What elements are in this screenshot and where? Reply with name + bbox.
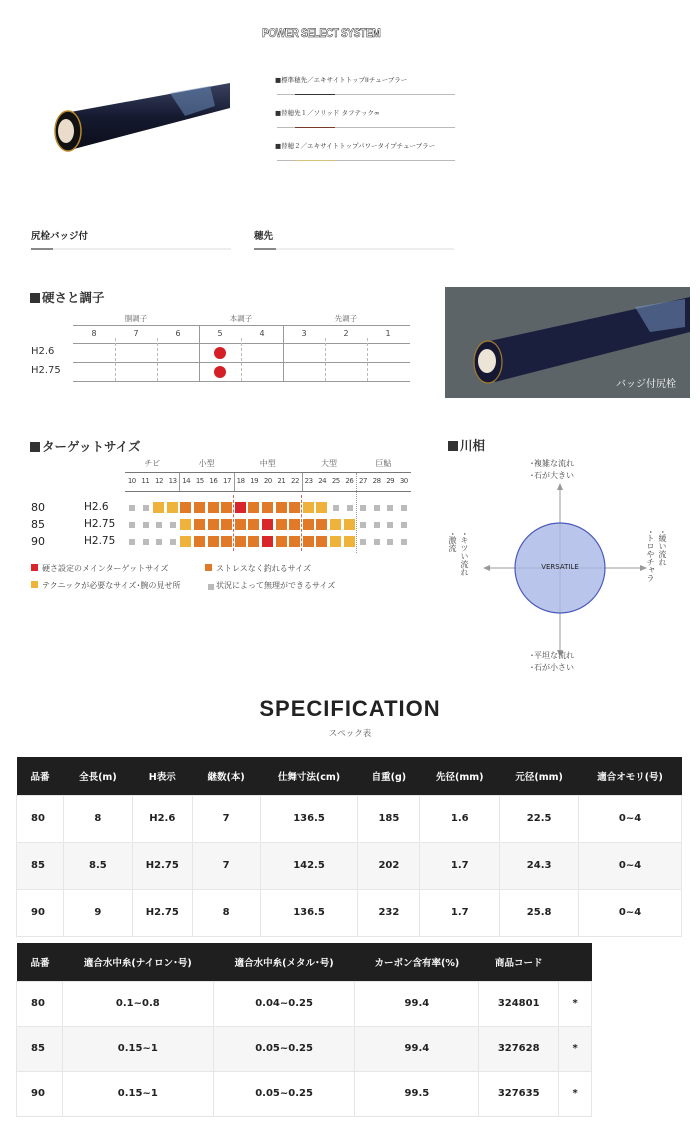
table-cell: 232 — [358, 889, 420, 936]
size-number: 13 — [168, 477, 177, 485]
table-cell: 85 — [17, 1026, 63, 1071]
table-cell: 24.3 — [500, 842, 579, 889]
size-cell-30 — [401, 539, 407, 545]
column-header: 先径(mm) — [420, 757, 500, 795]
size-number: 24 — [318, 477, 327, 485]
table-cell: 85 — [17, 842, 64, 889]
table-row — [17, 1071, 592, 1116]
size-number: 22 — [291, 477, 299, 485]
size-cell-18 — [235, 519, 246, 530]
size-cell-14 — [180, 519, 191, 530]
column-header: H表示 — [132, 757, 192, 795]
size-cell-23 — [303, 519, 314, 530]
table-row — [17, 981, 592, 1026]
table-cell: 1.7 — [420, 842, 500, 889]
size-cell-25 — [333, 505, 339, 511]
table-row — [17, 889, 682, 936]
table-cell: * — [559, 1026, 592, 1071]
action-group-label: 本調子 — [229, 314, 253, 323]
size-cell-23 — [303, 536, 314, 547]
tip-label: ■替穂先１／ソリッド タフテック∞ — [275, 109, 380, 117]
size-cell-22 — [289, 519, 300, 530]
table-line — [125, 472, 411, 473]
size-cell-30 — [401, 522, 407, 528]
size-cell-20 — [262, 502, 273, 513]
size-cell-16 — [208, 502, 219, 513]
hardness-row-label: H2.75 — [31, 365, 61, 376]
size-group-label: チビ — [144, 459, 161, 468]
size-cell-10 — [129, 505, 135, 511]
table-cell: 0.15~1 — [62, 1026, 213, 1071]
table-cell: 22.5 — [500, 795, 579, 842]
size-cell-15 — [194, 519, 205, 530]
size-cell-24 — [316, 502, 327, 513]
spec-table-2 — [16, 943, 592, 1117]
table-cell: 142.5 — [260, 842, 358, 889]
legend-label: テクニックが必要なサイズ･腕の見せ所 — [42, 581, 181, 590]
column-header: 継数(本) — [192, 757, 260, 795]
size-cell-13 — [170, 522, 176, 528]
size-cell-19 — [248, 502, 259, 513]
table-cell: 99.4 — [355, 981, 479, 1026]
size-cell-29 — [387, 505, 393, 511]
spec-table-1 — [16, 757, 682, 937]
table-cell: 185 — [358, 795, 420, 842]
size-number: 20 — [263, 477, 272, 485]
column-header: 仕舞寸法(cm) — [260, 757, 358, 795]
column-header — [559, 943, 592, 981]
size-cell-16 — [208, 536, 219, 547]
size-cell-30 — [401, 505, 407, 511]
table-cell: * — [559, 981, 592, 1026]
hardness-label: H2.75 — [84, 518, 116, 530]
size-number: 30 — [399, 477, 408, 485]
table-cell: 327635 — [479, 1071, 559, 1116]
size-cell-29 — [387, 539, 393, 545]
table-cell: 80 — [17, 981, 63, 1026]
table-cell: 136.5 — [260, 889, 358, 936]
size-cell-15 — [194, 536, 205, 547]
group-divider — [234, 473, 235, 491]
table-cell: 0.04~0.25 — [213, 981, 355, 1026]
size-number: 29 — [386, 477, 395, 485]
size-number: 18 — [236, 477, 245, 485]
size-number: 17 — [223, 477, 231, 485]
legend-swatch — [31, 581, 38, 588]
table-cell: 136.5 — [260, 795, 358, 842]
size-cell-12 — [153, 502, 164, 513]
size-cell-21 — [276, 502, 287, 513]
river-top-label: ･複雑な流れ ･石が大きい — [530, 459, 574, 480]
action-number: 2 — [343, 329, 349, 338]
size-number: 27 — [359, 477, 367, 485]
table-cell: 324801 — [479, 981, 559, 1026]
table-cell: 0.05~0.25 — [213, 1071, 355, 1116]
size-cell-22 — [289, 502, 300, 513]
size-cell-20 — [262, 519, 273, 530]
size-cell-14 — [180, 536, 191, 547]
size-cell-11 — [143, 539, 149, 545]
table-cell: 99.4 — [355, 1026, 479, 1071]
size-group-label: 小型 — [198, 459, 215, 468]
legend-label: 状況によって無理ができるサイズ — [216, 581, 336, 590]
action-number: 8 — [91, 329, 97, 338]
size-cell-13 — [167, 502, 178, 513]
table-cell: 0.15~1 — [62, 1071, 213, 1116]
table-cell: 327628 — [479, 1026, 559, 1071]
column-header: カーボン含有率(%) — [355, 943, 479, 981]
model-label: 85 — [31, 518, 45, 531]
size-cell-21 — [276, 536, 287, 547]
size-cell-19 — [248, 519, 259, 530]
table-cell: 0~4 — [579, 889, 682, 936]
spec-title: SPECIFICATION — [259, 696, 441, 721]
table-cell: H2.6 — [132, 795, 192, 842]
size-cell-12 — [156, 539, 162, 545]
river-bottom-label: ･平坦な流れ ･石が小さい — [530, 651, 574, 672]
size-number: 14 — [182, 477, 191, 485]
size-cell-12 — [156, 522, 162, 528]
size-cell-16 — [208, 519, 219, 530]
legend-swatch — [208, 584, 214, 590]
size-cell-28 — [374, 505, 380, 511]
legend-swatch — [31, 564, 38, 571]
size-group-label: 巨鮎 — [375, 459, 392, 468]
size-number: 21 — [277, 477, 286, 485]
table-cell: * — [559, 1071, 592, 1116]
size-number: 19 — [250, 477, 259, 485]
size-cell-17 — [221, 502, 232, 513]
size-cell-11 — [143, 505, 149, 511]
table-line — [125, 491, 411, 492]
table-cell: 7 — [192, 795, 260, 842]
model-label: 80 — [31, 501, 45, 514]
table-row — [17, 842, 682, 889]
size-cell-18 — [235, 502, 246, 513]
action-number: 7 — [133, 329, 139, 338]
table-cell: 7 — [192, 842, 260, 889]
size-cell-26 — [344, 536, 355, 547]
group-divider — [302, 473, 303, 491]
size-cell-14 — [180, 502, 191, 513]
column-header: 元径(mm) — [500, 757, 579, 795]
table-cell: 1.7 — [420, 889, 500, 936]
action-number: 1 — [385, 329, 391, 338]
size-cell-22 — [289, 536, 300, 547]
spec-subtitle: スペック表 — [328, 729, 372, 739]
hardness-label: H2.75 — [84, 535, 116, 547]
table-cell: 90 — [17, 889, 64, 936]
column-header: 商品コード — [479, 943, 559, 981]
size-cell-11 — [143, 522, 149, 528]
size-cell-27 — [360, 539, 366, 545]
table-cell: 99.5 — [355, 1071, 479, 1116]
table-header — [17, 943, 592, 981]
model-label: 90 — [31, 535, 45, 548]
table-cell: 0.05~0.25 — [213, 1026, 355, 1071]
river-left-label: ･キツい流れ ･激流 — [448, 532, 469, 576]
size-cell-25 — [330, 519, 341, 530]
size-number: 28 — [372, 477, 381, 485]
size-cell-28 — [374, 539, 380, 545]
column-header: 適合水中糸(ナイロン･号) — [62, 943, 213, 981]
power-select-system-title: POWER SELECT SYSTEM — [262, 26, 381, 40]
table-cell: 1.6 — [420, 795, 500, 842]
hardness-heading: 硬さと調子 — [30, 288, 105, 306]
table-row — [17, 795, 682, 842]
caption-butt-badge: 尻栓バッジ付 — [31, 231, 89, 242]
hardness-label: H2.6 — [84, 501, 109, 513]
column-header: 全長(m) — [63, 757, 132, 795]
legend-swatch — [205, 564, 212, 571]
size-cell-17 — [221, 536, 232, 547]
table-cell: 25.8 — [500, 889, 579, 936]
action-group-label: 先調子 — [334, 314, 358, 323]
action-group-label: 胴調子 — [124, 314, 148, 323]
size-cell-24 — [316, 519, 327, 530]
size-number: 26 — [345, 477, 354, 485]
table-cell: 9 — [63, 889, 132, 936]
size-group-label: 中型 — [259, 459, 276, 468]
table-cell: 8 — [63, 795, 132, 842]
size-number: 10 — [127, 477, 136, 485]
size-cell-10 — [129, 522, 135, 528]
table-cell: 8.5 — [63, 842, 132, 889]
size-cell-19 — [248, 536, 259, 547]
size-cell-15 — [194, 502, 205, 513]
size-cell-24 — [316, 536, 327, 547]
size-cell-21 — [276, 519, 287, 530]
size-cell-13 — [170, 539, 176, 545]
size-cell-27 — [360, 505, 366, 511]
table-row — [17, 1026, 592, 1071]
size-cell-27 — [360, 522, 366, 528]
column-header: 自重(g) — [358, 757, 420, 795]
table-cell: 0~4 — [579, 842, 682, 889]
size-number: 23 — [304, 477, 313, 485]
table-cell: H2.75 — [132, 889, 192, 936]
versatile-label: VERSATILE — [541, 563, 579, 571]
size-cell-10 — [129, 539, 135, 545]
size-number: 12 — [155, 477, 163, 485]
hardness-row-label: H2.6 — [31, 346, 55, 357]
group-divider — [233, 495, 234, 551]
size-cell-18 — [235, 536, 246, 547]
size-cell-26 — [344, 519, 355, 530]
legend-label: 硬さ設定のメインターゲットサイズ — [42, 564, 169, 573]
action-number: 3 — [301, 329, 307, 338]
size-number: 25 — [331, 477, 340, 485]
group-divider — [301, 495, 302, 551]
table-cell: 80 — [17, 795, 64, 842]
column-header: 適合水中糸(メタル･号) — [213, 943, 355, 981]
table-cell: 0~4 — [579, 795, 682, 842]
size-cell-26 — [347, 505, 353, 511]
target-size-heading: ターゲットサイズ — [30, 437, 141, 455]
size-number: 15 — [195, 477, 204, 485]
group-divider — [179, 473, 180, 491]
group-divider — [356, 473, 357, 553]
table-cell: 90 — [17, 1071, 63, 1116]
table-header — [17, 757, 682, 795]
legend-label: ストレスなく釣れるサイズ — [216, 564, 312, 573]
action-number: 5 — [217, 329, 223, 338]
size-cell-28 — [374, 522, 380, 528]
size-cell-17 — [221, 519, 232, 530]
column-header: 適合オモリ(号) — [579, 757, 682, 795]
size-group-label: 大型 — [320, 459, 337, 468]
size-number: 16 — [209, 477, 218, 485]
river-right-label: ･緩い流れ ･トロやチャラ — [646, 530, 667, 582]
size-cell-23 — [303, 502, 314, 513]
tip-label: ■替穂２／エキサイトトップパワータイプチューブラー — [275, 142, 436, 150]
size-cell-25 — [330, 536, 341, 547]
column-header: 品番 — [17, 757, 64, 795]
tip-label: ■標準穂先／エキサイトトップIIチューブラー — [275, 76, 408, 84]
table-cell: 202 — [358, 842, 420, 889]
river-heading: 川相 — [448, 436, 485, 454]
action-number: 6 — [175, 329, 181, 338]
table-cell: 0.1~0.8 — [62, 981, 213, 1026]
caption-tip: 穂先 — [254, 231, 274, 242]
table-cell: H2.75 — [132, 842, 192, 889]
action-number: 4 — [259, 329, 265, 338]
column-header: 品番 — [17, 943, 63, 981]
size-cell-29 — [387, 522, 393, 528]
table-cell: 8 — [192, 889, 260, 936]
size-number: 11 — [141, 477, 150, 485]
size-cell-20 — [262, 536, 273, 547]
photo-caption: バッジ付尻栓 — [616, 379, 676, 390]
